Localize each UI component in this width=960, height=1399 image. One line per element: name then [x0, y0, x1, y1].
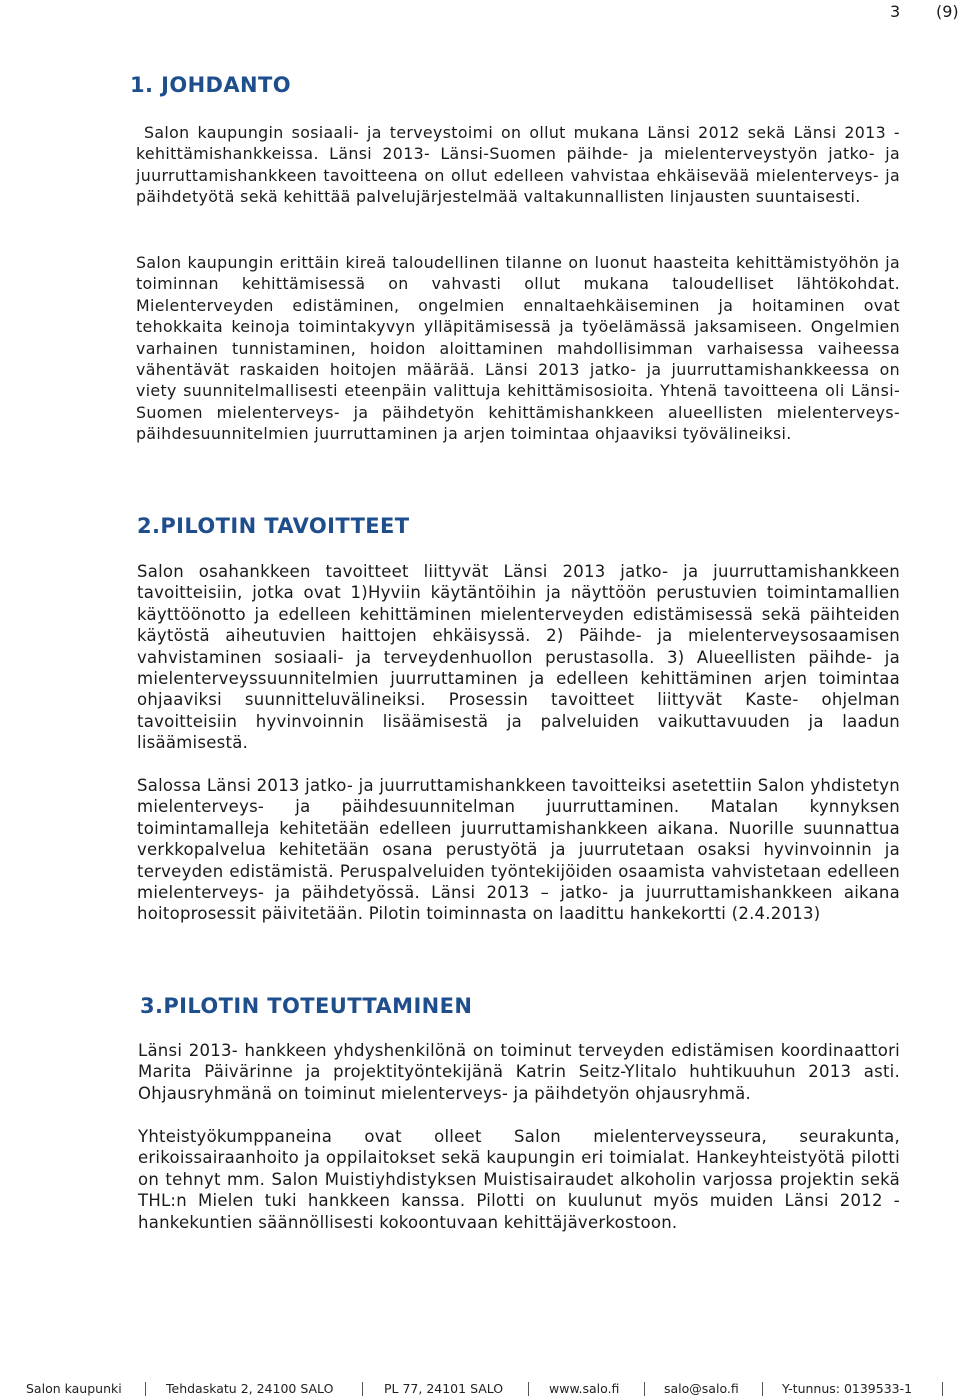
goals-paragraph-2: Salossa Länsi 2013 jatko- ja juurruttamishankkeen tavoitteiksi asetettiin Salon yhdistetyn mielenterveys- ja päihdesuunnitelman juurruttaminen. Matalan kynnyksen toimintamalleja kehitetään edelleen juurruttamishankkeen aikana. Nuorille suunnattua verkkopalvelua kehitetään osana perustyötä ja juurrutetaan osaksi hyvinvoinnin ja terveyden edistämistä. Peruspalveluiden työntekijöiden osaamista vahvistetaan edelleen mielenterveys- ja päihdetyössä. Länsi 2013 – jatko- ja juurruttamishankkeen aikana hoitoprosessit päivitetään. Pilotin toiminnasta on laadittu hankekortti (2.4.2013): [137, 776, 900, 924]
footer-email: salo@salo.fi: [664, 1381, 739, 1396]
goals-paragraph-1: Salon osahankkeen tavoitteet liittyvät Länsi 2013 jatko- ja juurruttamishankkeen tavoitteisiin, jotka ovat 1)Hyviin käytäntöihin ja näyttöön perustuvien toimintamallien käyttöönotto ja edelleen kehittäminen mielenterveyden edistämisessä sekä päihteiden käytöstä aiheutuvien haittojen ehkäisyssä. 2) Päihde- ja mielenterveysosaamisen vahvistaminen sosiaali- ja terveydenhuollon perustasolla. 3) Alueellisten päihde- ja mielenterveyssuunnitelmien juurruttaminen ja edelleen kehittäminen arjen toimintaa ohjaaviksi suunnitteluvälineiksi. Prosessin tavoitteet liittyvät Kaste- ohjelman tavoitteisiin hyvinvoinnin lisäämisestä ja palveluiden vaikuttavuuden ja laadun lisäämisestä.: [137, 562, 900, 753]
footer-separator: [762, 1382, 763, 1396]
section-heading-pilotin-tavoitteet: 2.PILOTIN TAVOITTEET: [137, 514, 410, 538]
page-number: 3: [890, 2, 901, 21]
intro-paragraph-1-text: Salon kaupungin sosiaali- ja terveystoimi on ollut mukana Länsi 2012 sekä Länsi 2013 -kehittämishankkeissa. Länsi 2013- Länsi-Suomen päihde- ja mielenterveystyön jatko- ja juurruttamishankkeen tavoitteena on ollut edelleen vahvistaa ehkäisevää mielenterveys- ja päihdetyötä sekä kehittää palvelujärjestelmää valtakunnallisten linjausten suuntaisesti.: [136, 123, 900, 207]
footer-separator: [528, 1382, 529, 1396]
footer-business-id: Y-tunnus: 0139533-1: [782, 1381, 913, 1396]
footer-separator: [145, 1382, 146, 1396]
implementation-paragraph-2: Yhteistyökumppaneina ovat olleet Salon mielenterveysseura, seurakunta, erikoissairaanhoito ja oppilaitokset sekä kaupungin eri toimialat. Hankeyhteistyötä pilotti on tehnyt mm. Salon Muistiyhdistyksen Muistisairaudet alkoholin varjossa projektin sekä THL:n Mielen tuki hankkeen kanssa. Pilotti on kuulunut myös muiden Länsi 2012 -hankekuntien säännöllisesti kokoontuvaan kehittäjäverkostoon.: [138, 1127, 900, 1232]
implementation-paragraph-1: Länsi 2013- hankkeen yhdyshenkilönä on toiminut terveyden edistämisen koordinaattori Marita Päivärinne ja projektityöntekijänä Katrin Seitz-Ylitalo huhtikuuhun 2013 asti. Ohjausryhmänä on toiminut mielenterveys- ja päihdetyön ohjausryhmä.: [138, 1041, 900, 1103]
intro-paragraph-2: Salon kaupungin erittäin kireä taloudellinen tilanne on luonut haasteita kehittämistyöhön ja toiminnan kehittämisessä on vahvasti ollut mukana taloudelliset lähtökohdat. Mielenterveyden edistäminen, ongelmien ennaltaehkäiseminen ja hoitaminen ovat tehokkaita keinoja toimintakyvyn ylläpitämisessä ja työelämässä jaksamiseen. Ongelmien varhainen tunnistaminen, hoidon aloittaminen mahdollisimman varhaisessa vaiheessa vähentävät raskaiden hoitojen määrää. Länsi 2013 jatko- ja juurruttamishankkeessa on viety suunnitelmallisesti eteenpäin valittuja kehittämisosioita. Yhtenä tavoitteena oli Länsi- Suomen mielenterveys- ja päihdetyön kehittämishankkeen alueellisten mielenterveys- päihdesuunnitelmien juurruttaminen ja arjen toimintaa ohjaaviksi työvälineiksi.: [136, 253, 900, 444]
section-heading-pilotin-toteuttaminen: 3.PILOTIN TOTEUTTAMINEN: [140, 994, 473, 1018]
intro-paragraph-1: [136, 122, 900, 208]
footer-website: www.salo.fi: [549, 1381, 620, 1396]
page-footer: [0, 1380, 960, 1398]
footer-separator: [644, 1382, 645, 1396]
footer-street-address: Tehdaskatu 2, 24100 SALO: [166, 1381, 334, 1396]
footer-separator: [362, 1382, 363, 1396]
footer-org: Salon kaupunki: [26, 1381, 122, 1396]
page-total: (9): [936, 2, 959, 21]
footer-po-box: PL 77, 24101 SALO: [384, 1381, 504, 1396]
footer-separator: [942, 1382, 943, 1396]
section-heading-johdanto: 1. JOHDANTO: [130, 73, 291, 97]
